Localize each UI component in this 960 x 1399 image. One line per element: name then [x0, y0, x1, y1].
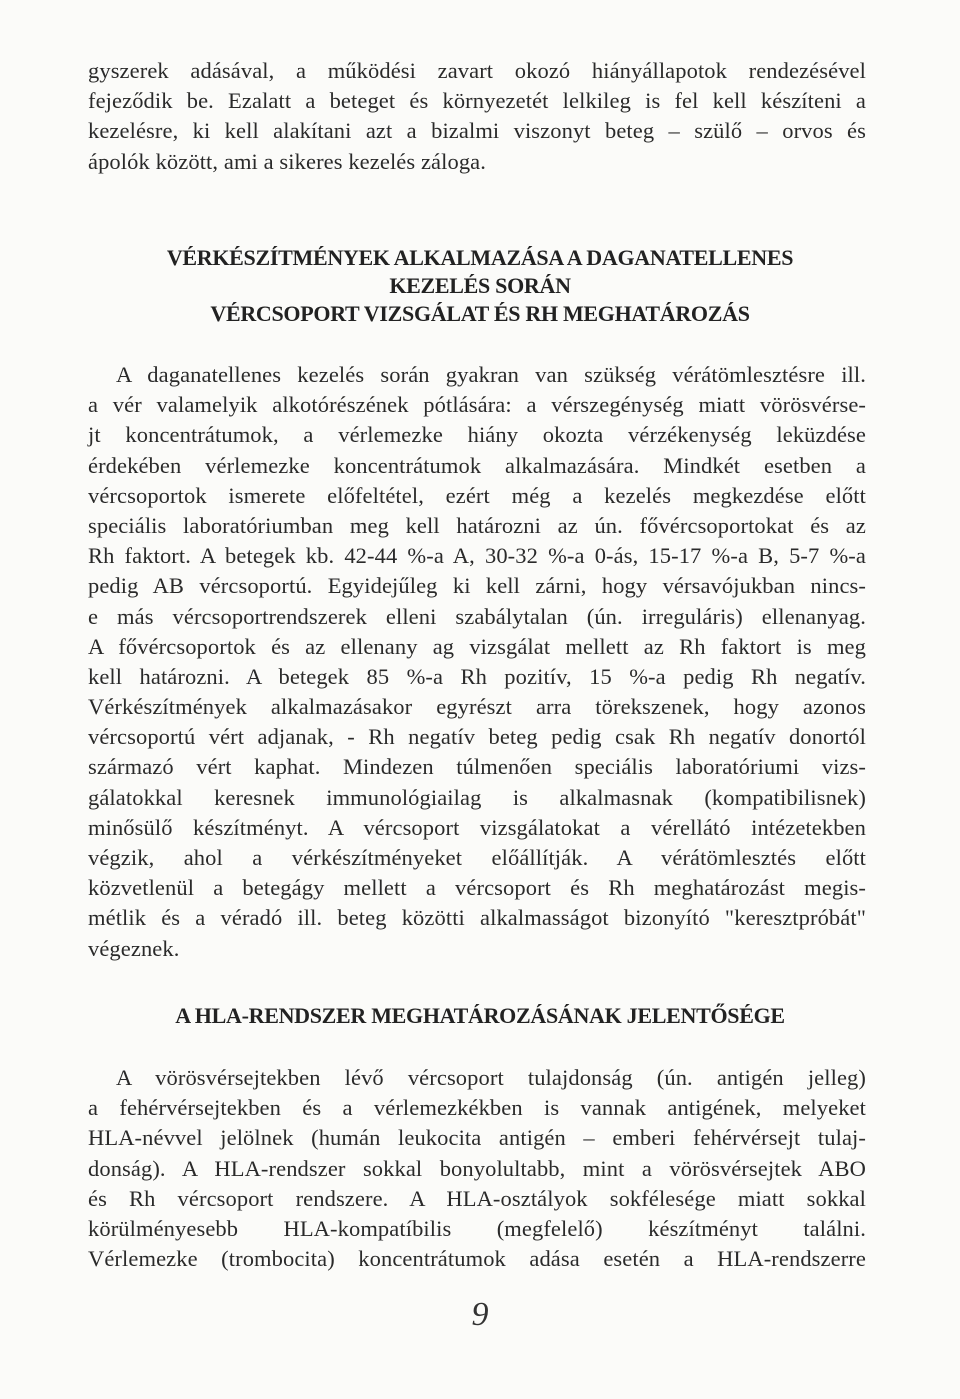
- text-line: ápolók között, ami a sikeres kezelés záloga.: [88, 148, 486, 174]
- text-line: vércsoportok ismerete előfeltétel, ezért még a kezelés megkezdése előtt: [88, 482, 866, 508]
- text-line: gyszerek adásával, a működési zavart okozó hiányállapotok rendezésével: [88, 58, 866, 83]
- text-line: gálatokkal keresnek immunológiailag is alkalmasnak (kompatibilisnek): [88, 784, 866, 810]
- text-line: a fehérvérsejtekben és a vérlemezkékben is vannak antigének, melyeket: [88, 1095, 866, 1121]
- text-line: A fővércsoportok és az ellenany ag vizsgálat mellett az Rh faktort is meg: [88, 633, 866, 659]
- text-line: Vérlemezke (trombocita) koncentrátumok adása esetén a HLA-rendszerre: [88, 1246, 866, 1272]
- page-number: 9: [471, 1296, 489, 1333]
- heading-line: VÉRKÉSZÍTMÉNYEK ALKALMAZÁSA A DAGANATELLENES: [166, 245, 794, 270]
- text-line: Vérkészítmények alkalmazásakor egyrészt arra törekszenek, hogy azonos: [88, 694, 866, 720]
- section-heading-blood-products: [0, 244, 960, 328]
- heading-line: A HLA-RENDSZER MEGHATÁROZÁSÁNAK JELENTŐSÉGE: [175, 1003, 785, 1028]
- section-heading-hla: [0, 1002, 960, 1030]
- text-line: kell határozni. A betegek 85 %-a Rh pozitív, 15 %-a pedig Rh negatív.: [88, 663, 866, 689]
- text-line: és Rh vércsoport rendszere. A HLA-osztályok sokfélesége miatt sokkal: [88, 1185, 866, 1211]
- text-line: donság). A HLA-rendszer sokkal bonyolultabb, mint a vörösvérsejtek ABO: [88, 1155, 866, 1181]
- text-line: A daganatellenes kezelés során gyakran van szükség vérátömlesztésre ill.: [116, 362, 866, 387]
- text-line: vércsoportú vért adjanak, - Rh negatív beteg pedig csak Rh negatív donortól: [88, 724, 866, 750]
- text-line: kezelésre, ki kell alakítani azt a bizalmi viszonyt beteg – szülő – orvos és: [88, 118, 866, 144]
- text-line: jt koncentrátumok, a vérlemezke hiány okozta vérzékenység leküzdése: [88, 422, 866, 448]
- text-line: körülményesebb HLA-kompatíbilis (megfelelő) készítményt találni.: [88, 1215, 866, 1241]
- text-line: érdekében vérlemezke koncentrátumok alkalmazására. Mindkét esetben a: [88, 452, 866, 478]
- text-line: a vér valamelyik alkotórészének pótlására: a vérszegénység miatt vörösvérse-: [88, 392, 866, 418]
- text-line: származó vért kaphat. Mindezen túlmenően speciális laboratóriumi vizs-: [88, 754, 866, 780]
- text-line: HLA-névvel jelölnek (humán leukocita antigén – emberi fehérvérsejt tulaj-: [88, 1125, 866, 1151]
- text-line: pedig AB vércsoportú. Egyidejűleg ki kell zárni, hogy vérsavójukban nincs-: [88, 573, 866, 599]
- text-line: végzik, ahol a vérkészítményeket előállítják. A vérátömlesztés előtt: [88, 845, 866, 870]
- intro-paragraph: [88, 56, 866, 177]
- text-line: A vörösvérsejtekben lévő vércsoport tulajdonság (ún. antigén jelleg): [116, 1065, 866, 1090]
- text-line: közvetlenül a betegágy mellett a vércsoport és Rh meghatározást megis-: [88, 875, 866, 901]
- text-line: Rh faktort. A betegek kb. 42-44 %-a A, 30-32 %-a 0-ás, 15-17 %-a B, 5-7 %-a: [88, 543, 866, 569]
- text-line: fejeződik be. Ezalatt a beteget és környezetét lelkileg is fel kell készíteni a: [88, 88, 866, 114]
- hla-paragraph: [88, 1063, 866, 1274]
- text-line: végeznek.: [88, 935, 180, 961]
- heading-line: KEZELÉS SORÁN: [389, 273, 571, 298]
- text-line: e más vércsoportrendszerek elleni szabálytalan (ún. irreguláris) ellenanyag.: [88, 603, 866, 629]
- heading-line: VÉRCSOPORT VIZSGÁLAT ÉS RH MEGHATÁROZÁS: [210, 301, 750, 326]
- text-line: métlik és a véradó ill. beteg közötti alkalmasságot bizonyító "keresztpróbát": [88, 905, 866, 931]
- blood-group-paragraph: [88, 360, 866, 964]
- text-line: minősülő készítményt. A vércsoport vizsgálatokat a vérellátó intézetekben: [88, 814, 866, 840]
- text-line: speciális laboratóriumban meg kell határozni az ún. fővércsoportokat és az: [88, 512, 866, 538]
